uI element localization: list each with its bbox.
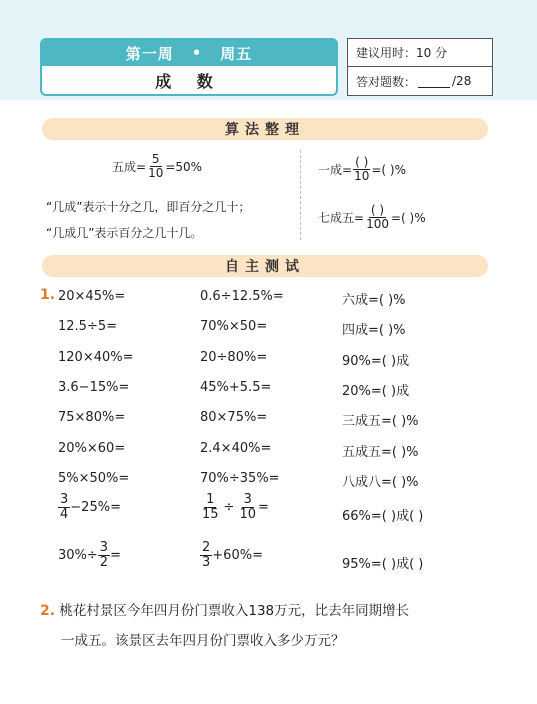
rule-one-tenth	[318, 156, 406, 183]
fraction	[58, 493, 70, 523]
rule-label: 一成=	[318, 163, 353, 178]
fraction-numerator: 3	[99, 540, 109, 555]
problem-r7-c2: 70%÷35%=	[200, 470, 280, 486]
problem-r1-c3[interactable]: 六成=( )%	[342, 293, 406, 308]
rule-seventy-five	[318, 204, 426, 231]
fraction-denominator: 3	[202, 555, 211, 571]
problem-r5-c1: 75×80%=	[58, 410, 126, 426]
rule-fraction	[352, 156, 371, 183]
fraction-numerator-blank[interactable]: ( )	[355, 155, 369, 169]
problem-r2-c1: 12.5÷5=	[58, 319, 118, 335]
answered-blank[interactable]	[418, 75, 450, 88]
problem-r7-c1: 5%×50%=	[58, 470, 130, 486]
divider	[300, 150, 301, 240]
problem-r6-c1: 20%×60=	[58, 440, 126, 456]
day-label: 周五	[220, 44, 253, 63]
fraction-numerator: 1	[206, 492, 215, 507]
note-line-1: “几成”表示十分之几，即百分之几十；	[46, 200, 251, 214]
example-right: =50%	[165, 159, 203, 174]
title-box	[40, 38, 338, 96]
fraction-denominator: 100	[366, 217, 389, 232]
dot-separator: •	[191, 44, 203, 62]
fraction-denominator: 10	[239, 507, 256, 523]
example-formula	[112, 153, 202, 180]
rule-percent-blank[interactable]: =( )%	[371, 162, 406, 177]
fraction-numerator: 3	[60, 492, 69, 507]
suggest-time: 建议用时：10 分	[348, 39, 492, 67]
fraction-denominator: 10	[354, 169, 370, 184]
question-2	[40, 596, 500, 656]
answered-total: /28	[452, 74, 472, 88]
problem-r2-c3[interactable]: 四成=( )%	[342, 323, 406, 339]
problem-frac-c1[interactable]: 66%=( )成( )	[342, 509, 424, 524]
rule-percent-blank[interactable]: =( )%	[390, 210, 426, 225]
problem-r5-c2: 80×75%=	[200, 410, 268, 426]
problem-text: 30%÷	[58, 548, 98, 564]
problem-text: =	[110, 548, 121, 564]
problem-frac-b2	[200, 541, 263, 571]
example-left: 五成=	[112, 160, 147, 175]
example-fraction	[146, 153, 165, 180]
section-banner-algorithm: 算法整理	[42, 118, 488, 140]
fraction	[200, 493, 221, 523]
title-bar	[42, 40, 336, 66]
problem-r3-c3[interactable]: 90%=( )成	[342, 353, 410, 369]
fraction-numerator: 2	[202, 540, 211, 555]
problem-r4-c3[interactable]: 20%=( )成	[342, 383, 410, 399]
fraction-numerator: 3	[243, 492, 252, 507]
problem-text: −25%=	[70, 500, 121, 516]
question-2-line-2: 一成五。该景区去年四月份门票收入多少万元？	[61, 633, 345, 649]
problem-r3-c1: 120×40%=	[58, 349, 134, 365]
question-1-number: 1.	[40, 287, 56, 303]
question-2-line-1: 桃花村景区今年四月份门票收入138万元，比去年同期增长	[59, 603, 410, 619]
problem-frac-a2	[58, 541, 121, 571]
question-2-number: 2.	[40, 603, 56, 619]
fraction-denominator: 10	[148, 166, 164, 181]
answered-count	[348, 67, 492, 95]
problem-r6-c2: 2.4×40%=	[200, 440, 272, 456]
problem-r4-c1: 3.6−15%=	[58, 379, 130, 395]
info-box	[347, 38, 493, 96]
problem-r6-c3[interactable]: 五成五=( )%	[342, 444, 419, 460]
topic-title: 成 数	[155, 71, 223, 91]
problem-r5-c3[interactable]: 三成五=( )%	[342, 414, 419, 430]
fraction	[98, 541, 110, 571]
problem-r4-c2: 45%+5.5=	[200, 379, 272, 395]
problem-frac-c2[interactable]: 95%=( )成( )	[342, 557, 424, 572]
rule-fraction	[364, 204, 391, 231]
fraction	[200, 541, 212, 571]
problem-frac-a1	[58, 493, 121, 523]
rule-label: 七成五=	[318, 211, 365, 226]
note-line-2: “几成几”表示百分之几十几。	[46, 226, 203, 240]
fraction-denominator: 4	[60, 507, 69, 523]
problem-r3-c2: 20÷80%=	[200, 349, 268, 365]
week-label: 第一周	[125, 44, 174, 63]
problem-frac-b1	[200, 493, 269, 523]
fraction-numerator: 5	[151, 152, 160, 166]
problem-r7-c3[interactable]: 八成八=( )%	[342, 474, 419, 490]
fraction-denominator: 15	[202, 507, 219, 523]
fraction-denominator: 2	[99, 555, 109, 571]
section-banner-self-test: 自主测试	[42, 255, 488, 277]
fraction-numerator-blank[interactable]: ( )	[370, 203, 385, 217]
problem-r1-c1: 20×45%=	[58, 289, 126, 304]
fraction	[237, 493, 258, 523]
answered-label: 答对题数：	[356, 74, 417, 89]
problem-r1-c2: 0.6÷12.5%=	[200, 289, 284, 304]
problem-text: =	[258, 500, 269, 516]
problem-r2-c2: 70%×50=	[200, 319, 268, 335]
operator: ÷	[223, 500, 235, 516]
problem-text: +60%=	[212, 548, 263, 564]
